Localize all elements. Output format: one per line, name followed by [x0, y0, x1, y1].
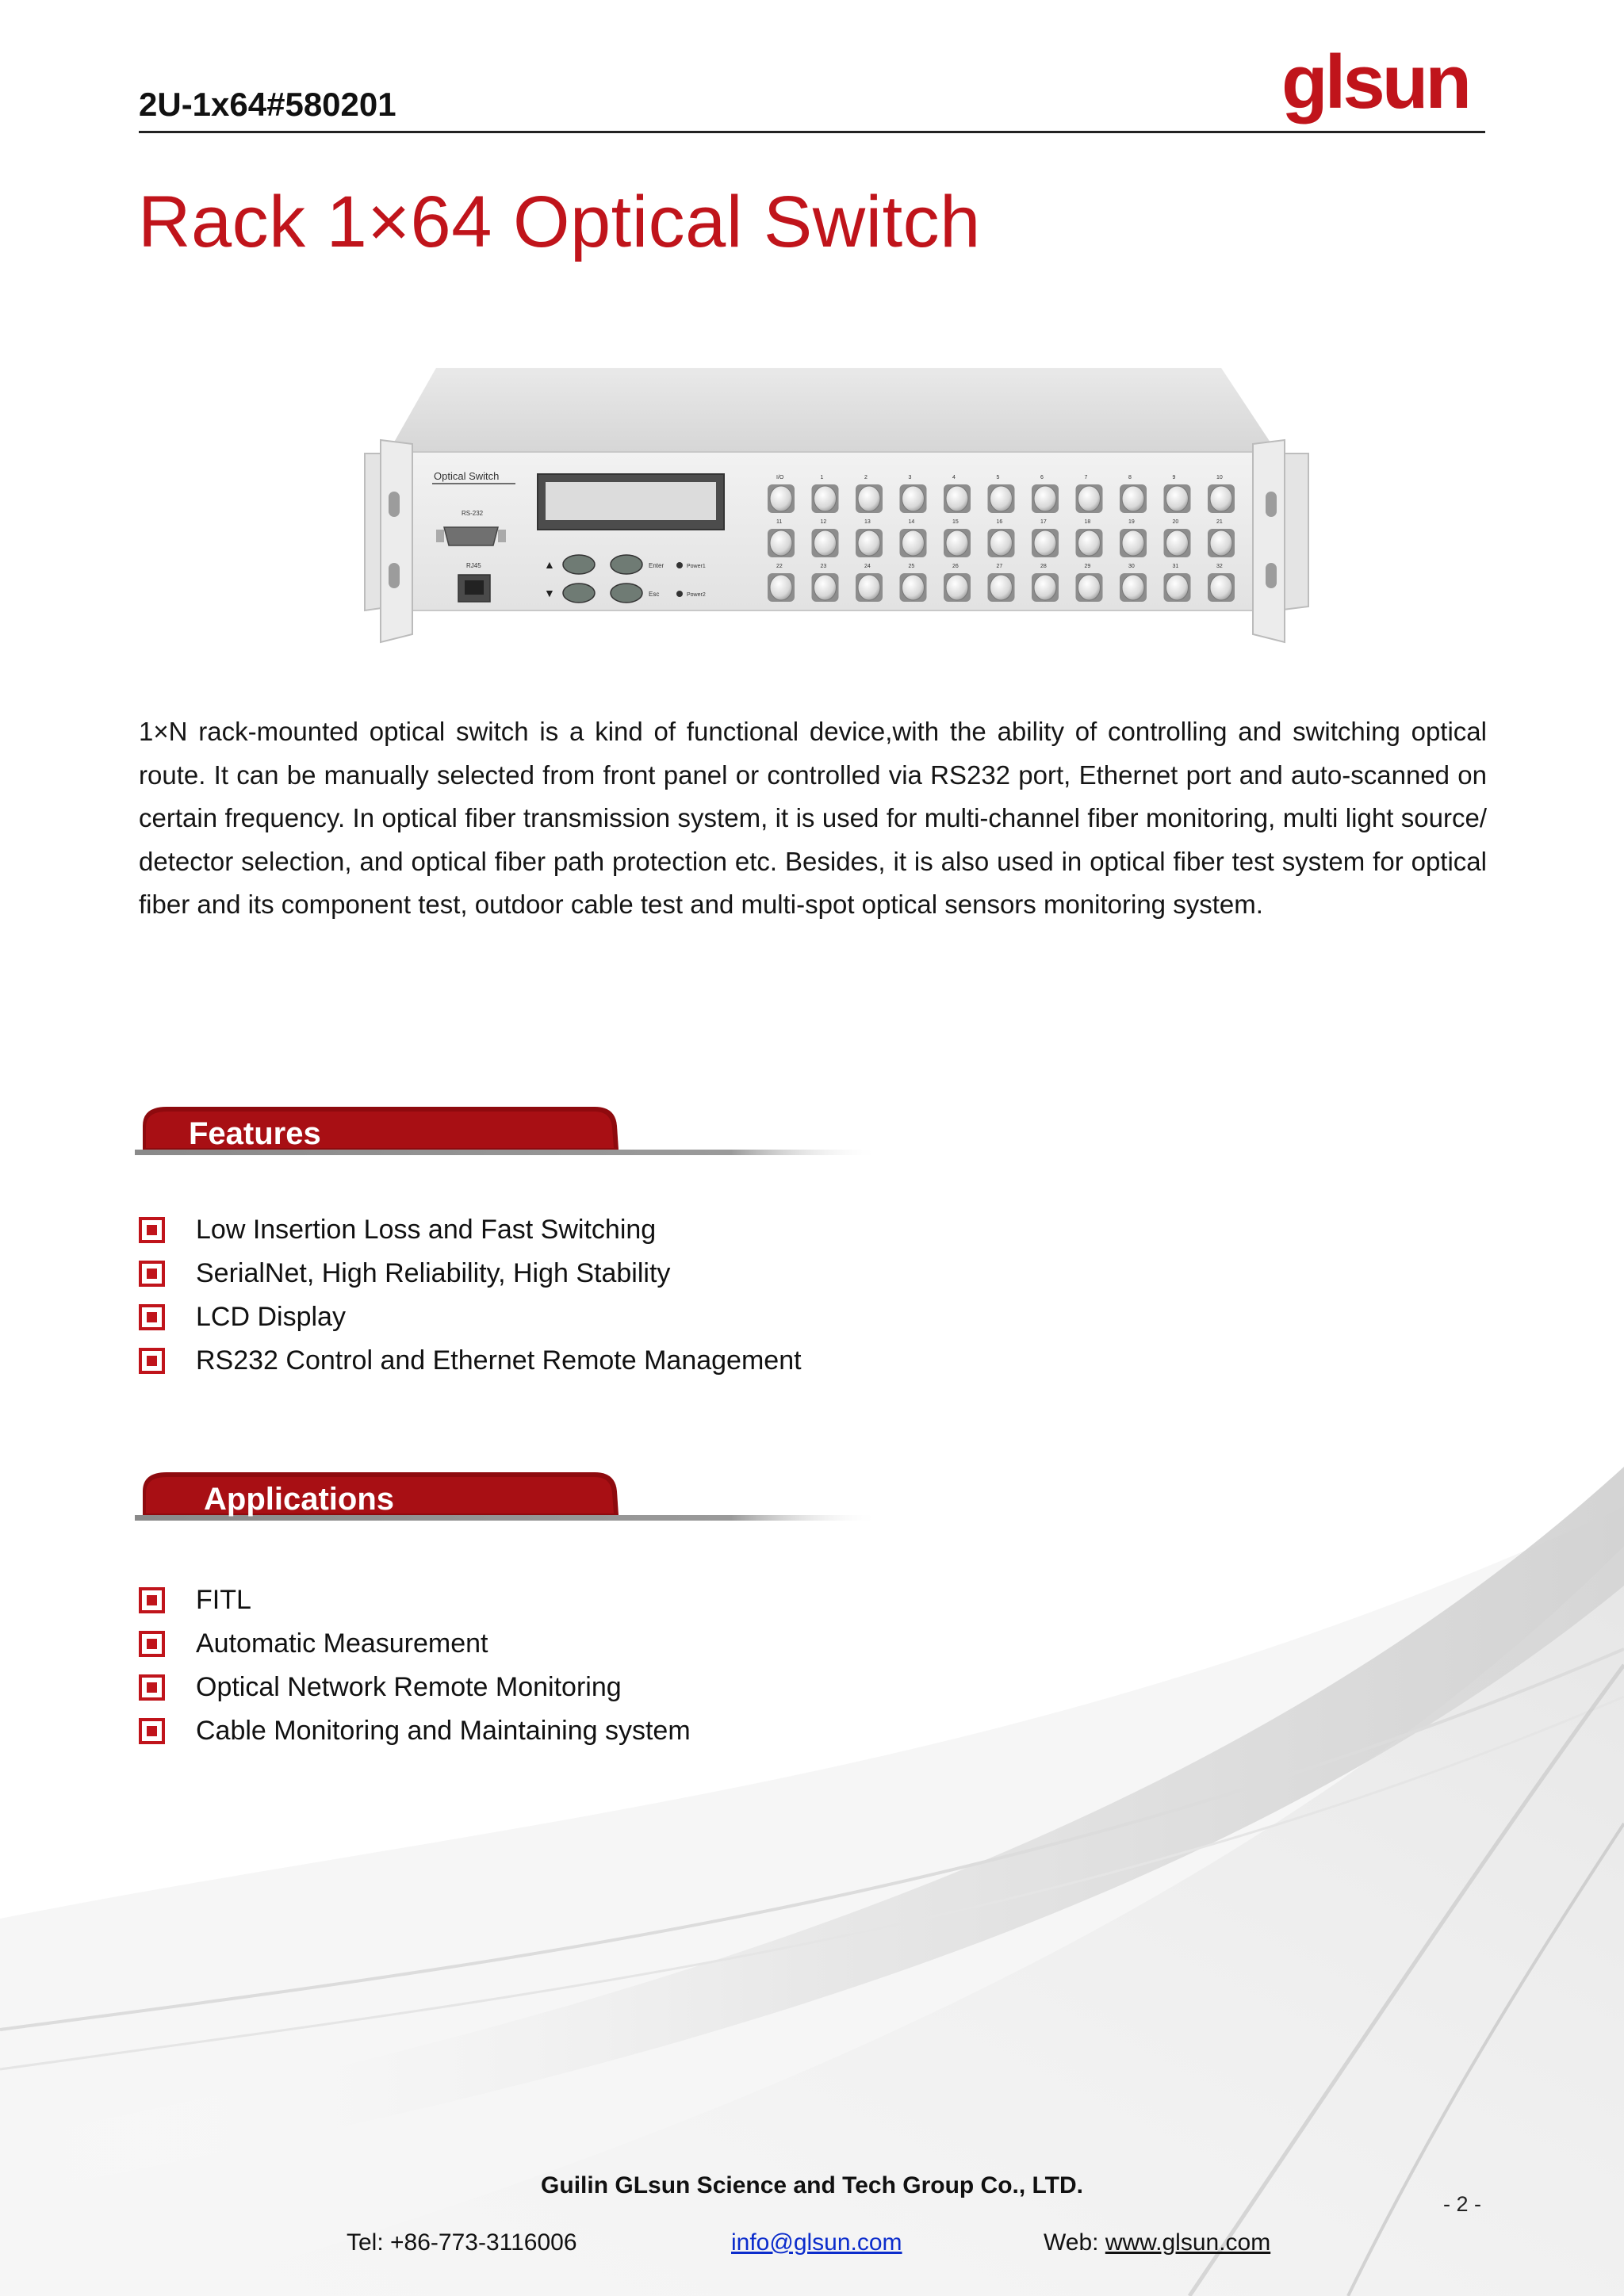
footer-phone: Tel: +86-773-3116006: [347, 2229, 577, 2256]
port-label: 2: [864, 475, 868, 480]
port-label: 11: [776, 519, 783, 525]
port-label: 4: [952, 475, 956, 480]
applications-list: [139, 1578, 1090, 1753]
web-label: Web:: [1044, 2229, 1105, 2256]
list-item: SerialNet, High Reliability, High Stability: [139, 1252, 1090, 1295]
applications-heading: Applications: [204, 1482, 395, 1517]
port-cap: [1210, 530, 1232, 556]
port-label: 7: [1084, 475, 1088, 480]
port-cap: [990, 486, 1013, 511]
bullet-square-icon: [139, 1631, 165, 1657]
port-label: 32: [1216, 564, 1223, 569]
port-cap: [1034, 530, 1056, 556]
port-cap: [858, 530, 880, 556]
svg-text:Optical Switch: Optical Switch: [434, 470, 500, 482]
port-label: 5: [996, 475, 1000, 480]
port-cap: [1122, 486, 1144, 511]
port-label: 15: [952, 519, 959, 525]
port-grid: [768, 475, 1235, 602]
port-cap: [902, 530, 925, 556]
port-label: 14: [908, 519, 915, 525]
port-cap: [1122, 530, 1144, 556]
port-label: 10: [1216, 475, 1223, 480]
port-cap: [858, 575, 880, 600]
list-item: Low Insertion Loss and Fast Switching: [139, 1208, 1090, 1252]
email-link[interactable]: info@glsun.com: [731, 2229, 902, 2256]
product-description: 1×N rack-mounted optical switch is a kind of functional device,with the ability of controlling and switching optical route. It can be manually selected from front panel or controlled via RS232 port, Ethernet port and auto-scanned on certain frequency. In optical fiber transmission system, it is used for multi-channel fiber monitoring, multi light source/ detector selection, and optical fiber path protection etc. Besides, it is also used in optical fiber test system for optical fiber and its component test, outdoor cable test and multi-spot optical sensors monitoring system.: [139, 717, 1487, 919]
list-item: FITL: [139, 1578, 1090, 1622]
port-cap: [946, 530, 968, 556]
port-label: 25: [908, 564, 915, 569]
port-cap: [1210, 486, 1232, 511]
port-cap: [990, 575, 1013, 600]
port-cap: [770, 486, 792, 511]
footer-company: Guilin GLsun Science and Tech Group Co., LTD.: [541, 2172, 1083, 2198]
port-label: 18: [1084, 519, 1091, 525]
port-label: 3: [908, 475, 912, 480]
product-image: [357, 365, 1316, 650]
port-label: 27: [996, 564, 1003, 569]
svg-text:RS-232: RS-232: [462, 510, 484, 517]
bullet-square-icon: [139, 1261, 165, 1287]
port-label: 12: [820, 519, 827, 525]
port-cap: [1122, 575, 1144, 600]
features-list: [139, 1208, 1090, 1383]
port-cap: [770, 530, 792, 556]
port-label: 26: [952, 564, 959, 569]
port-cap: [1210, 575, 1232, 600]
port-label: 30: [1128, 564, 1135, 569]
svg-text:Esc: Esc: [649, 591, 660, 598]
port-label: 6: [1040, 475, 1044, 480]
bullet-square-icon: [139, 1348, 165, 1374]
svg-text:▲: ▲: [544, 558, 555, 571]
bullet-square-icon: [139, 1718, 165, 1744]
svg-text:▼: ▼: [544, 587, 555, 599]
port-cap: [1078, 486, 1101, 511]
glsun-logo: [1278, 52, 1486, 132]
page-title: Rack 1×64 Optical Switch: [138, 182, 981, 262]
model-code: 2U-1x64#580201: [139, 86, 396, 123]
list-item: RS232 Control and Ethernet Remote Management: [139, 1339, 1090, 1383]
port-label: 24: [864, 564, 871, 569]
port-cap: [814, 575, 837, 600]
port-cap: [1078, 530, 1101, 556]
port-label: 29: [1084, 564, 1091, 569]
list-item: Optical Network Remote Monitoring: [139, 1666, 1090, 1709]
list-item: LCD Display: [139, 1295, 1090, 1339]
port-label: I/O: [776, 475, 784, 480]
page-number: - 2 -: [1443, 2192, 1482, 2216]
port-cap: [858, 486, 880, 511]
port-label: 1: [820, 475, 824, 480]
port-label: 31: [1172, 564, 1179, 569]
bullet-square-icon: [139, 1304, 165, 1330]
port-label: 9: [1172, 475, 1176, 480]
svg-text:RJ45: RJ45: [466, 562, 481, 569]
footer-web: [1044, 2229, 1270, 2256]
port-cap: [1166, 575, 1189, 600]
port-cap: [814, 530, 837, 556]
port-cap: [990, 530, 1013, 556]
port-cap: [946, 486, 968, 511]
svg-text:Power2: Power2: [687, 592, 706, 598]
port-label: 28: [1040, 564, 1047, 569]
port-label: 17: [1040, 519, 1047, 525]
port-cap: [770, 575, 792, 600]
list-item: Automatic Measurement: [139, 1622, 1090, 1666]
port-cap: [1034, 486, 1056, 511]
list-item: Cable Monitoring and Maintaining system: [139, 1709, 1090, 1753]
port-label: 21: [1216, 519, 1223, 525]
svg-text:Power1: Power1: [687, 564, 706, 569]
website-link[interactable]: www.glsun.com: [1105, 2229, 1271, 2256]
port-label: 20: [1172, 519, 1179, 525]
port-label: 22: [776, 564, 783, 569]
port-cap: [814, 486, 837, 511]
bullet-square-icon: [139, 1674, 165, 1701]
port-cap: [1166, 486, 1189, 511]
bullet-square-icon: [139, 1587, 165, 1613]
port-cap: [1034, 575, 1056, 600]
port-cap: [1166, 530, 1189, 556]
port-label: 8: [1128, 475, 1132, 480]
port-label: 13: [864, 519, 871, 525]
svg-text:Enter: Enter: [649, 562, 665, 569]
port-cap: [902, 486, 925, 511]
svg-text:glsun: glsun: [1281, 52, 1469, 124]
port-label: 19: [1128, 519, 1135, 525]
features-heading: Features: [189, 1116, 321, 1151]
port-cap: [902, 575, 925, 600]
port-label: 23: [820, 564, 827, 569]
bullet-square-icon: [139, 1217, 165, 1243]
port-label: 16: [996, 519, 1003, 525]
port-cap: [1078, 575, 1101, 600]
port-cap: [946, 575, 968, 600]
